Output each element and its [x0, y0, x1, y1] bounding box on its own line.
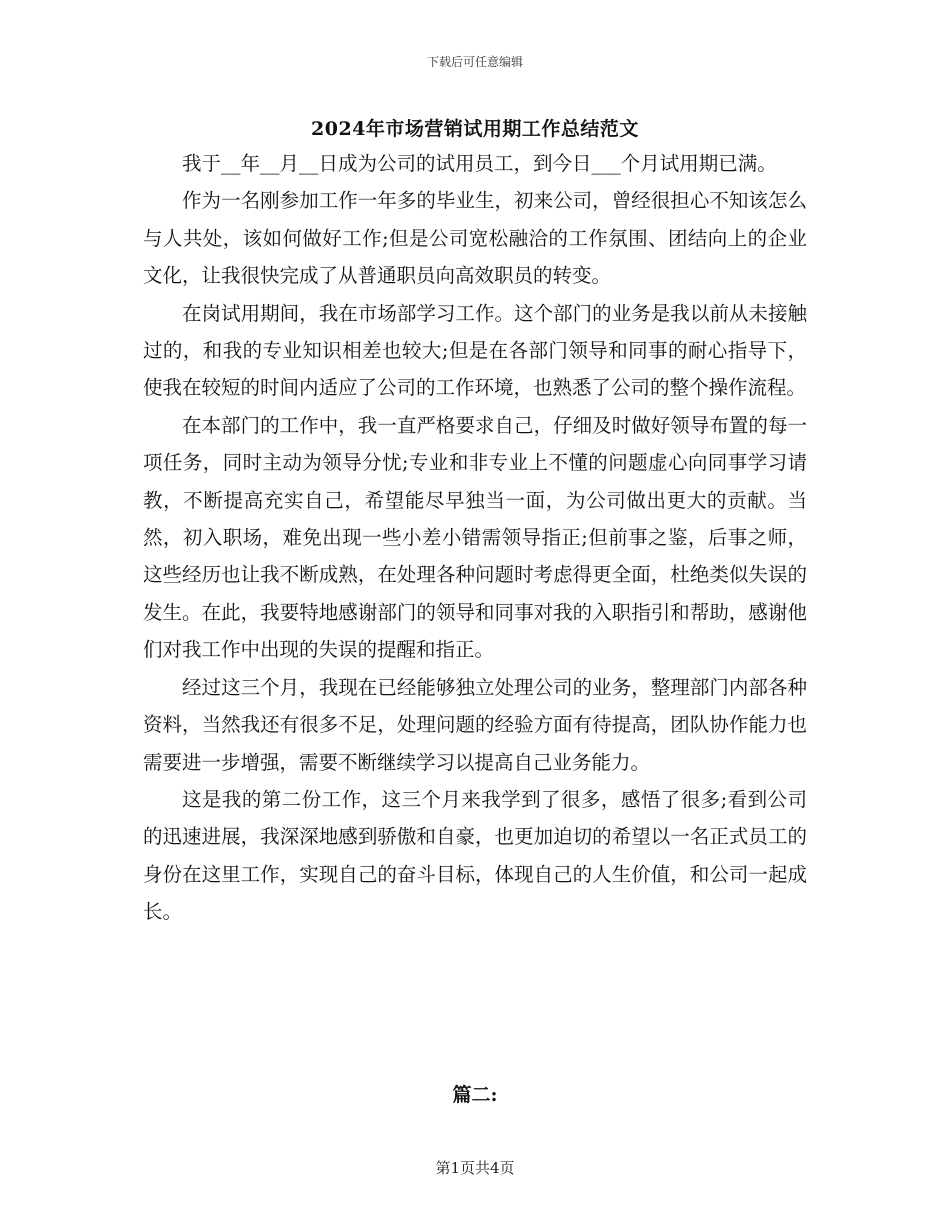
paragraph: 在本部门的工作中，我一直严格要求自己，仔细及时做好领导布置的每一项任务，同时主动为领导分忧;专业和非专业上不懂的问题虚心向同事学习请教，不断提高充实自己，希望能尽早独当一面，为公司做出更大的贡献。当然，初入职场，难免出现一些小差小错需领导指正;但前事之鉴，后事之师，这些经历也让我不断成熟，在处理各种问题时考虑得更全面，杜绝类似失误的发生。在此，我要特地感谢部门的领导和同事对我的入职指引和帮助，感谢他们对我工作中出现的失误的提醒和指正。: [143, 413, 807, 662]
paragraph: 在岗试用期间，我在市场部学习工作。这个部门的业务是我以前从未接触过的，和我的专业知识相差也较大;但是在各部门领导和同事的耐心指导下，使我在较短的时间内适应了公司的工作环境，也熟悉了公司的整个操作流程。: [143, 301, 807, 400]
page-header-note: 下载后可任意编辑: [426, 55, 523, 69]
paragraph: 作为一名刚参加工作一年多的毕业生，初来公司，曾经很担心不知该怎么与人共处，该如何做好工作;但是公司宽松融洽的工作氛围、团结向上的企业文化，让我很快完成了从普通职员向高效职员的转变。: [143, 189, 807, 288]
document-title: 2024年市场营销试用期工作总结范文: [311, 118, 639, 140]
section-heading: 篇二:: [452, 1084, 498, 1106]
document-body: [143, 145, 807, 931]
paragraph: 这是我的第二份工作，这三个月来我学到了很多，感悟了很多;看到公司的迅速进展，我深深地感到骄傲和自豪，也更加迫切的希望以一名正式员工的身份在这里工作，实现自己的奋斗目标，体现自己的人生价值，和公司一起成长。: [143, 787, 807, 924]
page-footer: 第1页共4页: [435, 1159, 515, 1177]
paragraph: 我于__年__月__日成为公司的试用员工，到今日___个月试用期已满。: [182, 152, 777, 175]
paragraph: 经过这三个月，我现在已经能够独立处理公司的业务，整理部门内部各种资料，当然我还有很多不足，处理问题的经验方面有待提高，团队协作能力也需要进一步增强，需要不断继续学习以提高自己业务能力。: [143, 675, 807, 774]
